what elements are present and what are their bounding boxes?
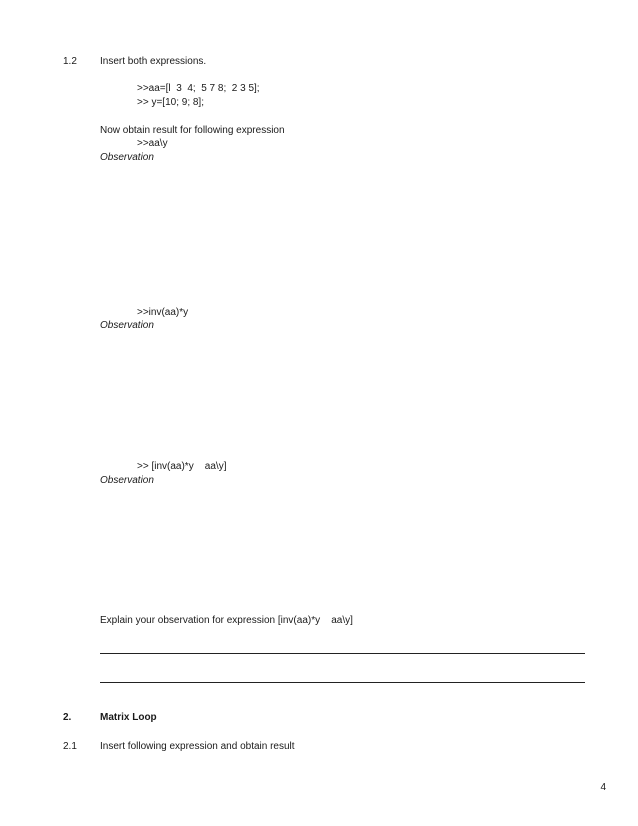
section-number-2: 2. xyxy=(63,712,72,723)
section-title-matrix-loop: Matrix Loop xyxy=(100,712,157,723)
code-line-vector-y: >> y=[10; 9; 8]; xyxy=(137,97,204,108)
section-text-2-1: Insert following expression and obtain result xyxy=(100,741,295,752)
page-number: 4 xyxy=(600,782,606,793)
section-heading-1-2: Insert both expressions. xyxy=(100,56,207,67)
code-line-matrix-aa: >>aa=[l 3 4; 5 7 8; 2 3 5]; xyxy=(137,83,260,94)
section-number-2-1: 2.1 xyxy=(63,741,77,752)
answer-line-2 xyxy=(100,682,585,683)
observation-label-3: Observation xyxy=(100,475,154,486)
explain-prompt: Explain your observation for expression [inv(aa)*y aa\y] xyxy=(100,615,353,626)
expression-combined: >> [inv(aa)*y aa\y] xyxy=(137,461,227,472)
observation-label-1: Observation xyxy=(100,152,154,163)
observation-label-2: Observation xyxy=(100,320,154,331)
expression-left-division: >>aa\y xyxy=(137,138,168,149)
expression-inverse-multiply: >>inv(aa)*y xyxy=(137,307,189,318)
section-number-1-2: 1.2 xyxy=(63,56,77,67)
answer-line-1 xyxy=(100,653,585,654)
instruction-text: Now obtain result for following expression xyxy=(100,125,285,136)
